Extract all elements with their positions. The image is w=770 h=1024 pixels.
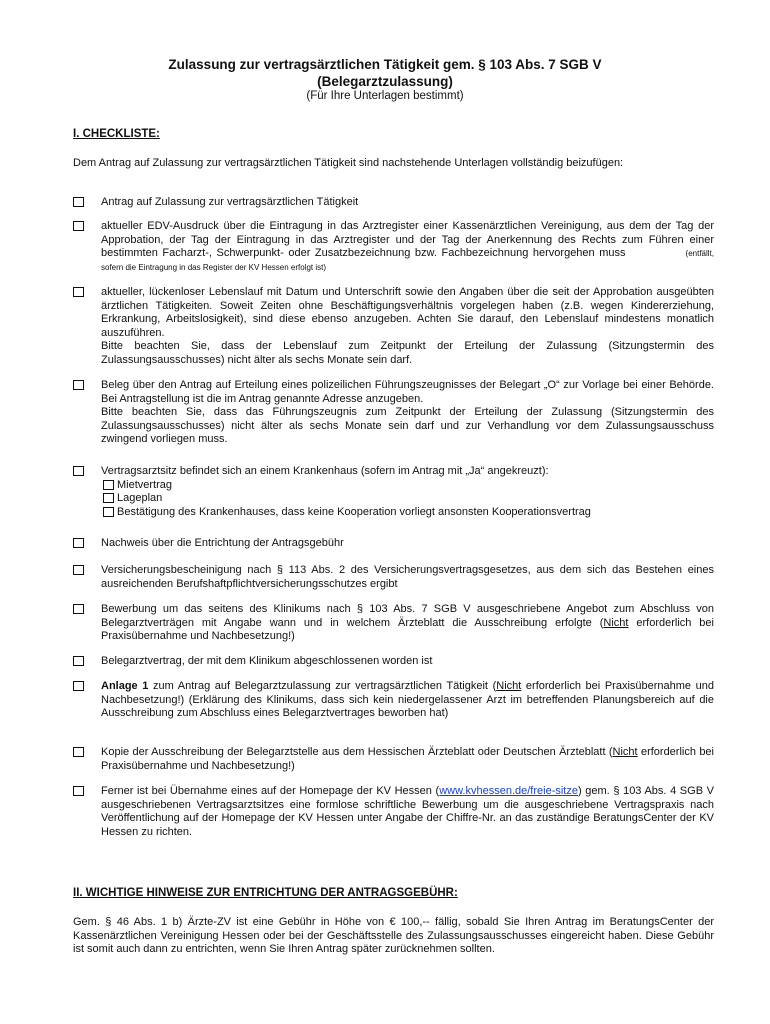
title-line-2: (Belegarztzulassung): [317, 74, 453, 89]
item-text: Antrag auf Zulassung zur vertragsärztlichen Tätigkeit: [101, 196, 359, 208]
sub-item-mietvertrag: Mietvertrag: [101, 479, 714, 493]
title-line-1: Zulassung zur vertragsärztlichen Tätigkeit gem. § 103 Abs. 7 SGB V: [168, 57, 602, 72]
document-title: [0, 56, 770, 90]
checklist-item-ausschreibung: [73, 746, 714, 773]
document-subtitle: (Für Ihre Unterlagen bestimmt): [306, 90, 464, 102]
checklist-item-anlage-1: [73, 680, 714, 721]
checkbox[interactable]: [73, 197, 84, 207]
item-text: Ferner ist bei Übernahme eines auf der Homepage der KV Hessen (www.kvhessen.de/freie-sitze) gem. § 103 Abs. 4 SGB V ausgeschriebenen Vertragsarztsitzes eine formlose schriftliche Bewerbung um die ausgeschriebene Vertragspraxis nach Veröffentlichung auf der Homepage der KV Hessen unter Angabe der Chiffre-Nr. an das zuständige BeratungsCenter der KV Hessen zu richten.: [101, 785, 714, 838]
checkbox[interactable]: [73, 681, 84, 691]
checkbox[interactable]: [73, 380, 84, 390]
item-note: (entfällt, sofern die Eintragung in das Register der KV Hessen erfolgt ist): [101, 249, 714, 272]
sub-item-lageplan: Lageplan: [101, 492, 714, 506]
item-text: Anlage 1 zum Antrag auf Belegarztzulassung zur vertragsärztlichen Tätigkeit (Nicht erforderlich bei Praxisübernahme und Nachbesetzung!) (Erklärung des Klinikums, dass sich kein niedergelassener Arzt im betreffenden Planungsbereich auf die Ausschreibung zum Abschluss eines Belegarztvertrages beworben hat): [101, 680, 714, 720]
checklist-item-gebuehr: [73, 537, 714, 551]
checklist-item-uebernahme: [73, 785, 714, 839]
section-1-intro: Dem Antrag auf Zulassung zur vertragsärztlichen Tätigkeit sind nachstehende Unterlagen vollständig beizufügen:: [73, 157, 624, 169]
checkbox[interactable]: [73, 747, 84, 757]
checklist-item-antrag: [73, 196, 714, 210]
checklist-item-belegarztvertrag: [73, 655, 714, 669]
item-text: Nachweis über die Entrichtung der Antragsgebühr: [101, 537, 344, 549]
checkbox[interactable]: [103, 507, 114, 517]
item-text: Bewerbung um das seitens des Klinikums nach § 103 Abs. 7 SGB V ausgeschriebene Angebot zum Abschluss von Belegarztverträgen mit Angabe wann und in welchem Ärzteblatt die Ausschreibung erfolgte (Nicht erforderlich bei Praxisübernahme und Nachbesetzung!): [101, 603, 714, 643]
item-text: Versicherungsbescheinigung nach § 113 Abs. 2 des Versicherungsvertragsgesetzes, aus dem sich das Bestehen eines ausreichenden Berufshaftpflichtversicherungsschutzes ergibt: [101, 564, 714, 590]
kvhessen-link[interactable]: www.kvhessen.de/freie-sitze: [439, 785, 578, 797]
checkbox[interactable]: [73, 221, 84, 231]
checklist-item-krankenhaus: [73, 465, 714, 519]
section-1-heading: I. CHECKLISTE:: [73, 128, 160, 140]
checklist-item-lebenslauf: [73, 286, 714, 368]
section-2-text: Gem. § 46 Abs. 1 b) Ärzte-ZV ist eine Gebühr in Höhe von € 100,-- fällig, sobald Sie Ihren Antrag im BeratungsCenter der Kassenärztlichen Vereinigung Hessen oder bei der Geschäftsstelle des Zulassungsausschusses eingereicht haben. Diese Gebühr ist somit auch dann zu entrichten, wenn Sie Ihren Antrag später zurücknehmen sollten.: [73, 916, 714, 956]
checklist-item-bewerbung: [73, 603, 714, 644]
item-text: Belegarztvertrag, der mit dem Klinikum abgeschlossenen worden ist: [101, 655, 433, 667]
checkbox[interactable]: [73, 786, 84, 796]
sub-item-bestaetigung: Bestätigung des Krankenhauses, dass keine Kooperation vorliegt ansonsten Kooperationsvertrag: [101, 506, 714, 520]
section-2-heading: II. WICHTIGE HINWEISE ZUR ENTRICHTUNG DER ANTRAGSGEBÜHR:: [73, 887, 458, 899]
checkbox[interactable]: [73, 538, 84, 548]
checkbox[interactable]: [73, 466, 84, 476]
item-text: aktueller, lückenloser Lebenslauf mit Datum und Unterschrift sowie den Angaben über die seit der Approbation ausgeübten ärztlichen Tätigkeiten. Soweit Zeiten ohne Beschäftigungsverhältnis vorgelegen haben (z.B. wegen Kindererziehung, Erkrankung, Arbeitslosigkeit), sind diese ebenso anzugeben. Achten Sie darauf, den Lebenslauf mindestens monatlich auszuführen. Bitte beachten Sie, dass der Lebenslauf zum Zeitpunkt der Erteilung der Zulassung (Sitzungstermin des Zulassungsausschusses) nicht älter als sechs Monate sein darf.: [101, 286, 714, 366]
item-text: Kopie der Ausschreibung der Belegarztstelle aus dem Hessischen Ärzteblatt oder Deutschen Ärzteblatt (Nicht erforderlich bei Praxisübernahme und Nachbesetzung!): [101, 746, 714, 772]
checkbox[interactable]: [73, 604, 84, 614]
item-text: Beleg über den Antrag auf Erteilung eines polizeilichen Führungszeugnisses der Belegart „O“ zur Vorlage bei einer Behörde. Bei Antragstellung ist die im Antrag genannte Adresse anzugeben. Bitte beachten Sie, dass das Führungszeugnis zum Zeitpunkt der Erteilung der Zulassung (Sitzungstermin des Zulassungsausschusses) nicht älter als sechs Monate sein darf und zur Verhandlung vor dem Zulassungsausschuss zwingend vorliegen muss.: [101, 379, 714, 446]
checklist-item-edv-ausdruck: [73, 220, 714, 274]
checklist-item-versicherung: [73, 564, 714, 591]
checkbox[interactable]: [73, 565, 84, 575]
checkbox[interactable]: [103, 480, 114, 490]
checkbox[interactable]: [73, 656, 84, 666]
item-text: aktueller EDV-Ausdruck über die Eintragung in das Arztregister einer Kassenärztlichen Vereinigung, aus dem der Tag der Approbation, der Tag der Eintragung in das Arztregister und der Tag der Anerkennung des Rechts zum Führen einer bestimmten Facharzt-, Schwerpunkt- oder Zusatzbezeichnung bzw. Fachbezeichnung hervorgehen muss (entfällt, sofern die Eintragung in das Register der KV Hessen erfolgt ist): [101, 220, 714, 272]
checklist-item-fuehrungszeugnis: [73, 379, 714, 447]
checkbox[interactable]: [73, 287, 84, 297]
checkbox[interactable]: [103, 493, 114, 503]
item-text: Vertragsarztsitz befindet sich an einem Krankenhaus (sofern im Antrag mit „Ja“ angekreuzt): Mietvertrag Lageplan Bestätigung des Krankenhauses, dass keine Kooperation vorliegt ansonsten Kooperationsvertrag: [101, 465, 714, 519]
